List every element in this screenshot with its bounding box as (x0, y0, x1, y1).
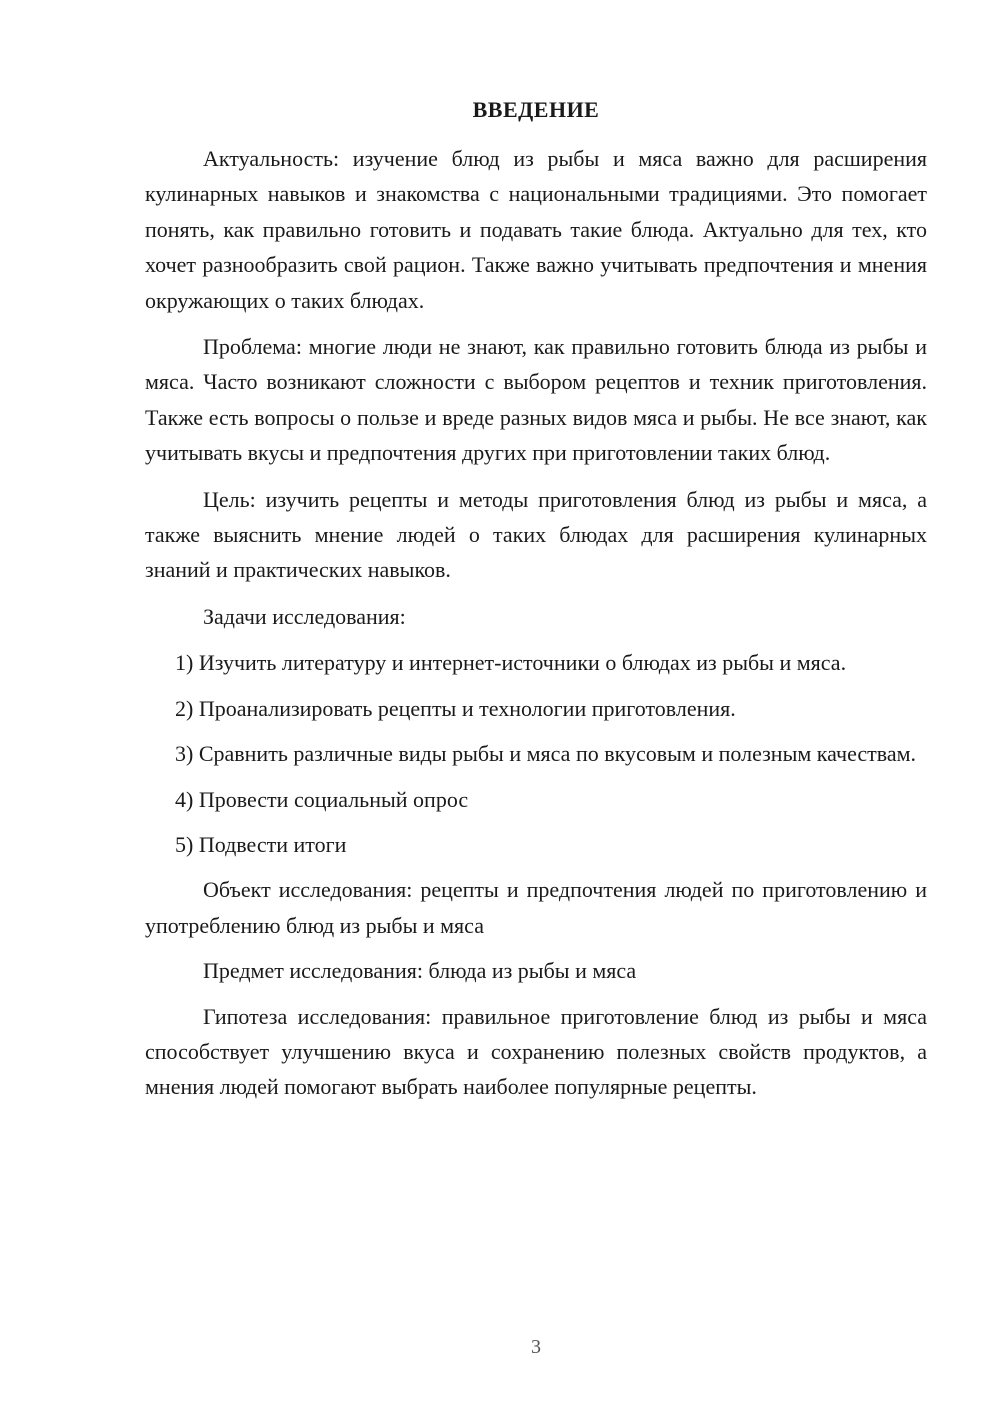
problem-paragraph: Проблема: многие люди не знают, как правильно готовить блюда из рыбы и мяса. Часто возникают сложности с выбором рецептов и техник приготовления. Также есть вопросы о пользе и вреде разных видов мяса и рыбы. Не все знают, как учитывать вкусы и предпочтения других при приготовлении таких блюд. (145, 334, 927, 466)
page-number: 3 (531, 1336, 541, 1358)
task-item: 5) Подвести итоги (175, 831, 347, 857)
section-heading: ВВЕДЕНИЕ (472, 97, 600, 122)
task-item: 1) Изучить литературу и интернет-источники о блюдах из рыбы и мяса. (175, 650, 847, 676)
task-item: 4) Провести социальный опрос (175, 786, 469, 812)
object-paragraph: Объект исследования: рецепты и предпочтения людей по приготовлению и употреблению блюд из рыбы и мяса (145, 877, 927, 938)
document-body (145, 141, 927, 1105)
hypothesis-paragraph: Гипотеза исследования: правильное приготовление блюд из рыбы и мяса способствует улучшению вкуса и сохранению полезных свойств продуктов, а мнения людей помогают выбрать наиболее популярные рецепты. (145, 1003, 927, 1100)
goal-paragraph: Цель: изучить рецепты и методы приготовления блюд из рыбы и мяса, а также выяснить мнение людей о таких блюдах для расширения кулинарных знаний и практических навыков. (145, 486, 927, 583)
relevance-paragraph: Актуальность: изучение блюд из рыбы и мяса важно для расширения кулинарных навыков и знакомства с национальными традициями. Это помогает понять, как правильно готовить и подавать такие блюда. Актуально для тех, кто хочет разнообразить свой рацион. Также важно учитывать предпочтения и мнения окружающих о таких блюдах. (145, 146, 927, 313)
subject-paragraph: Предмет исследования: блюда из рыбы и мяса (203, 958, 637, 984)
tasks-title: Задачи исследования: (203, 603, 406, 629)
task-item: 3) Сравнить различные виды рыбы и мяса по вкусовым и полезным качествам. (175, 741, 917, 767)
task-item: 2) Проанализировать рецепты и технологии приготовления. (175, 695, 736, 721)
